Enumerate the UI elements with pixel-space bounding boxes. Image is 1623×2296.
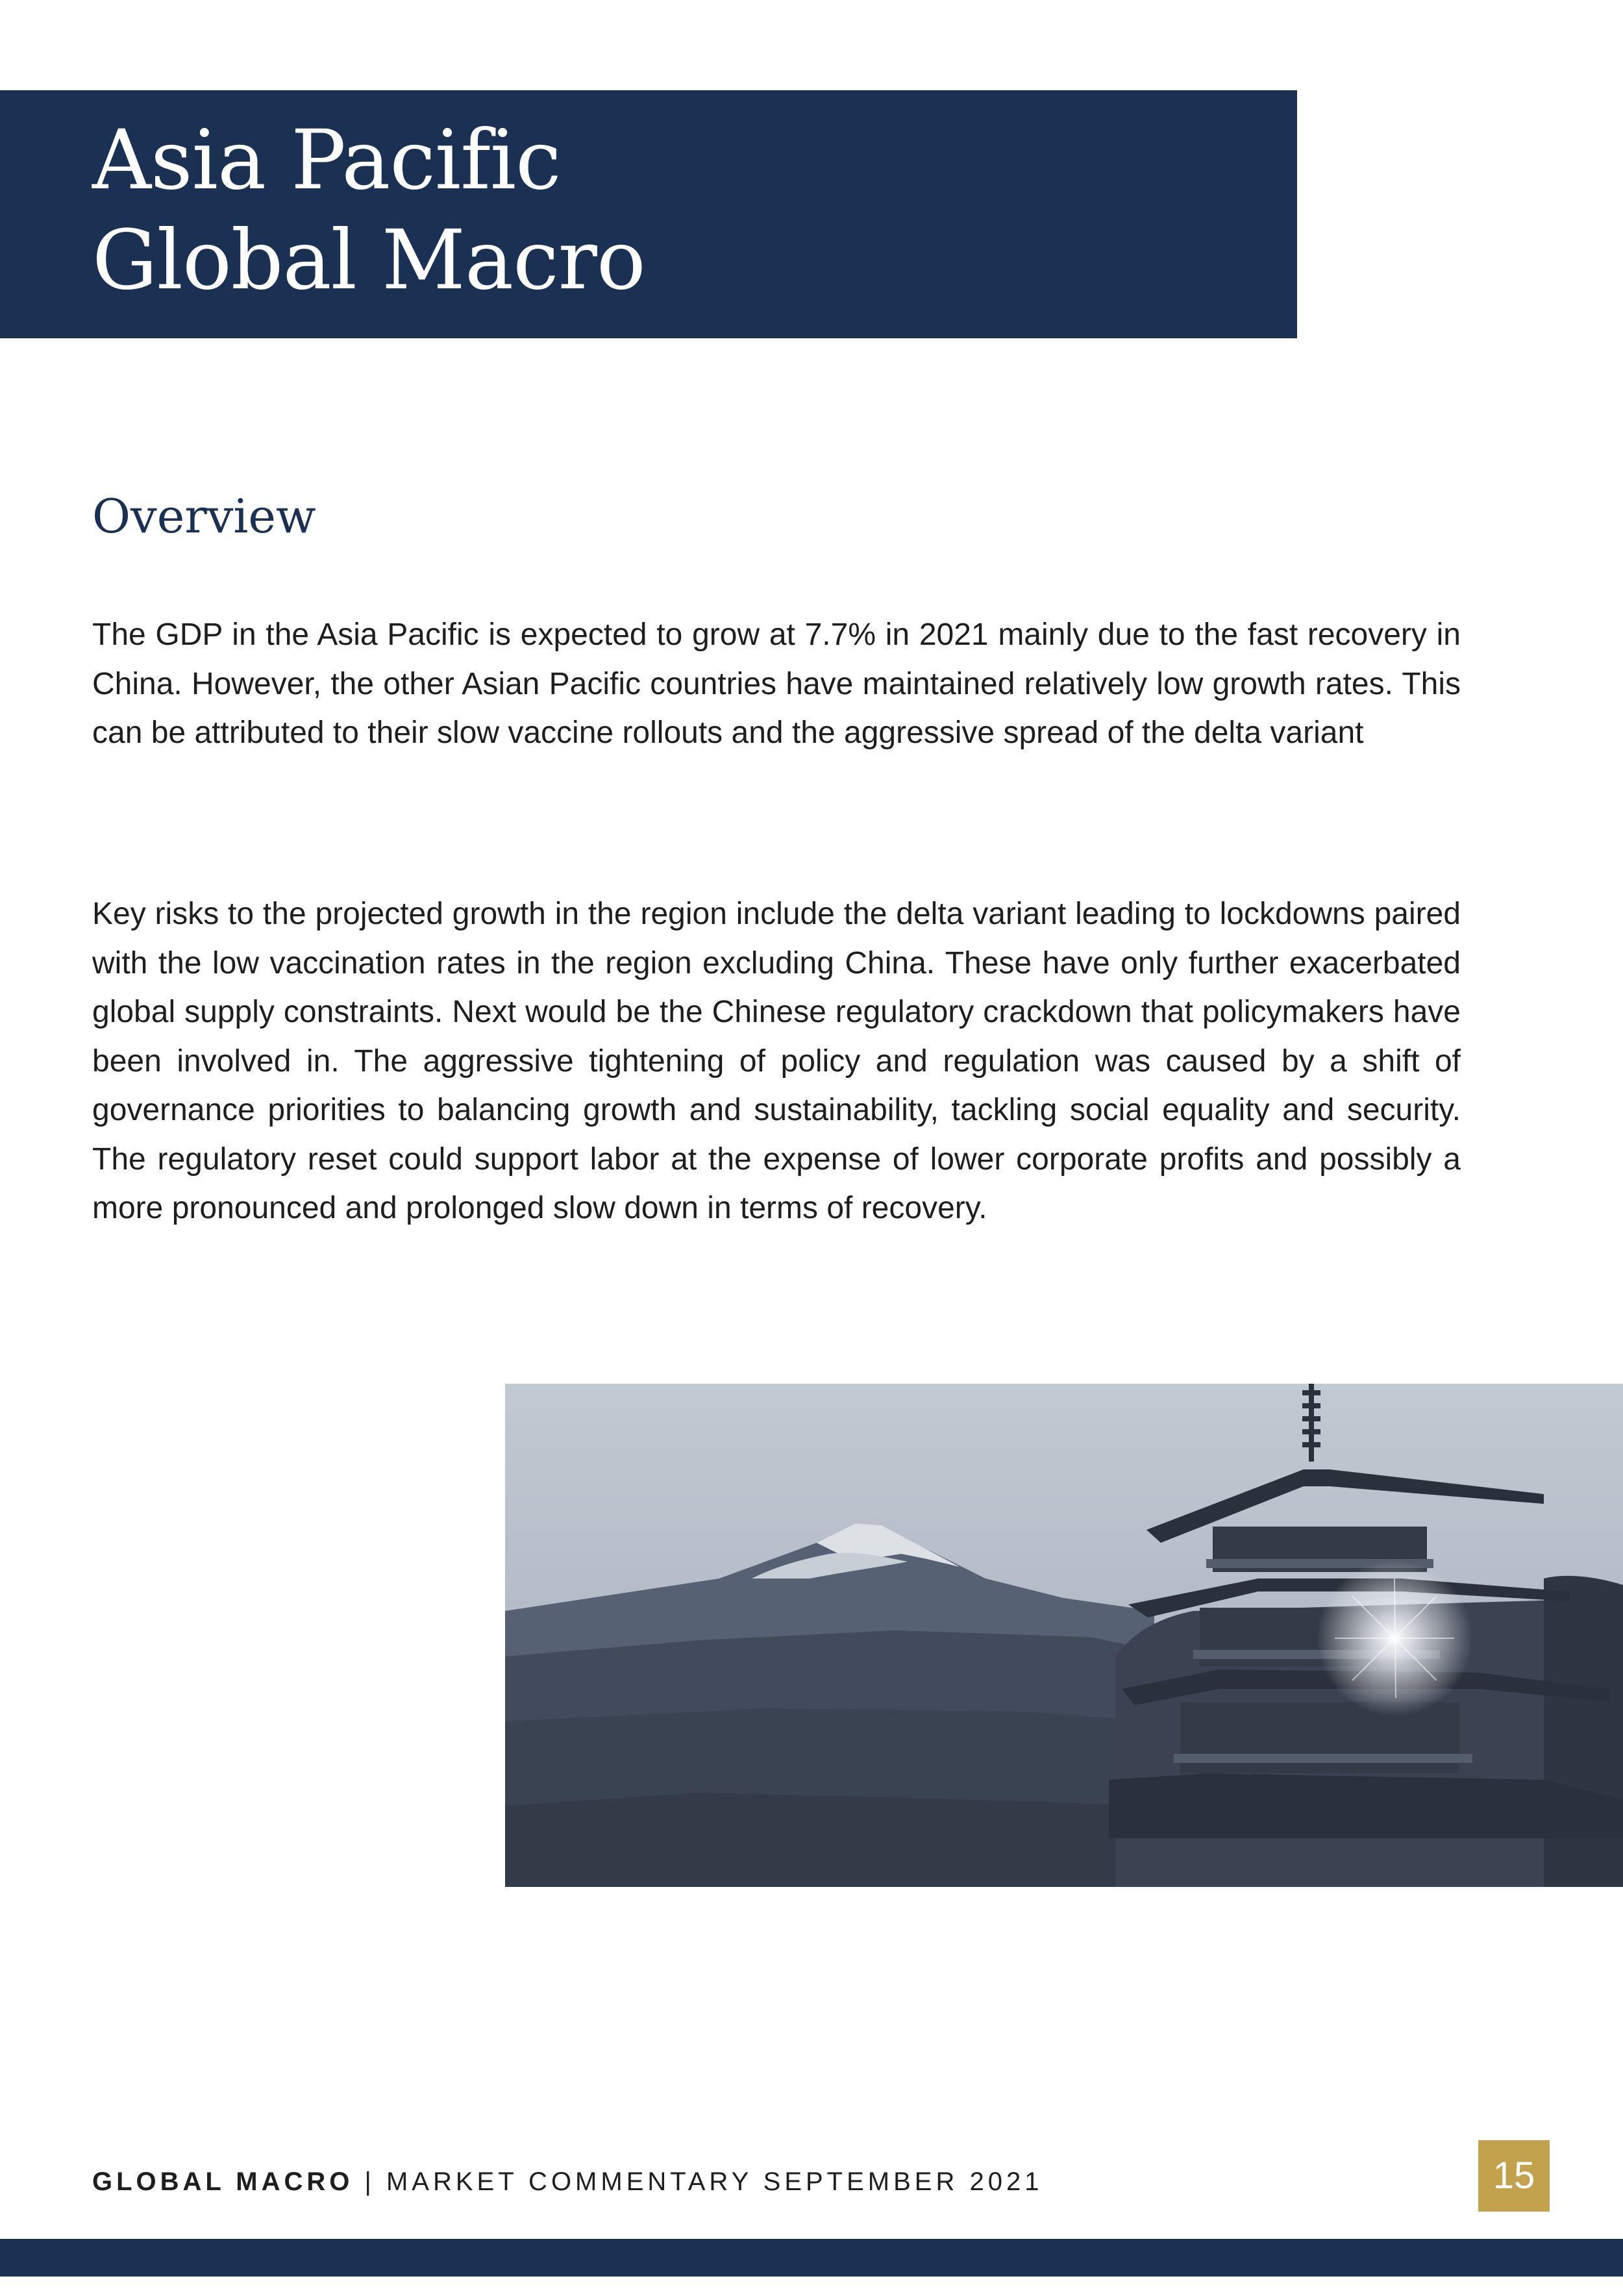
paragraph-key-risks: Key risks to the projected growth in the region include the delta variant leading to lockdowns paired with the low vaccination rates in the region excluding China. These have only further exacerbated global supply constraints. Next would be the Chinese regulatory crackdown that policymakers have been involved in. The aggressive tightening of policy and regulation was caused by a shift of governance priorities to balancing growth and sustainability, tackling social equality and security. The regulatory reset could support labor at the expense of lower corporate profits and possibly a more pronounced and prolonged slow down in terms of recovery. — [92, 897, 1461, 1225]
section-heading: Overview — [92, 489, 316, 543]
page-number-badge: 15 — [1478, 2140, 1550, 2212]
paragraph-gdp-outlook: The GDP in the Asia Pacific is expected to grow at 7.7% in 2021 mainly due to the fast recovery in China. However, the other Asian Pacific countries have maintained relatively low growth rates. This can be attributed to their slow vaccine rollouts and the aggressive spread of the delta variant — [92, 618, 1461, 750]
pagoda-mount-fuji-photo — [505, 1384, 1623, 1887]
bottom-bar — [0, 2239, 1623, 2277]
footer-subtitle: MARKET COMMENTARY SEPTEMBER 2021 — [386, 2167, 1043, 2196]
footer-text — [92, 2162, 1043, 2201]
page-title-line-1: Asia Pacific — [92, 112, 561, 208]
page-title-line-2: Global Macro — [92, 212, 645, 308]
footer-brand: GLOBAL MACRO — [92, 2167, 354, 2196]
footer-separator: | — [353, 2167, 386, 2196]
